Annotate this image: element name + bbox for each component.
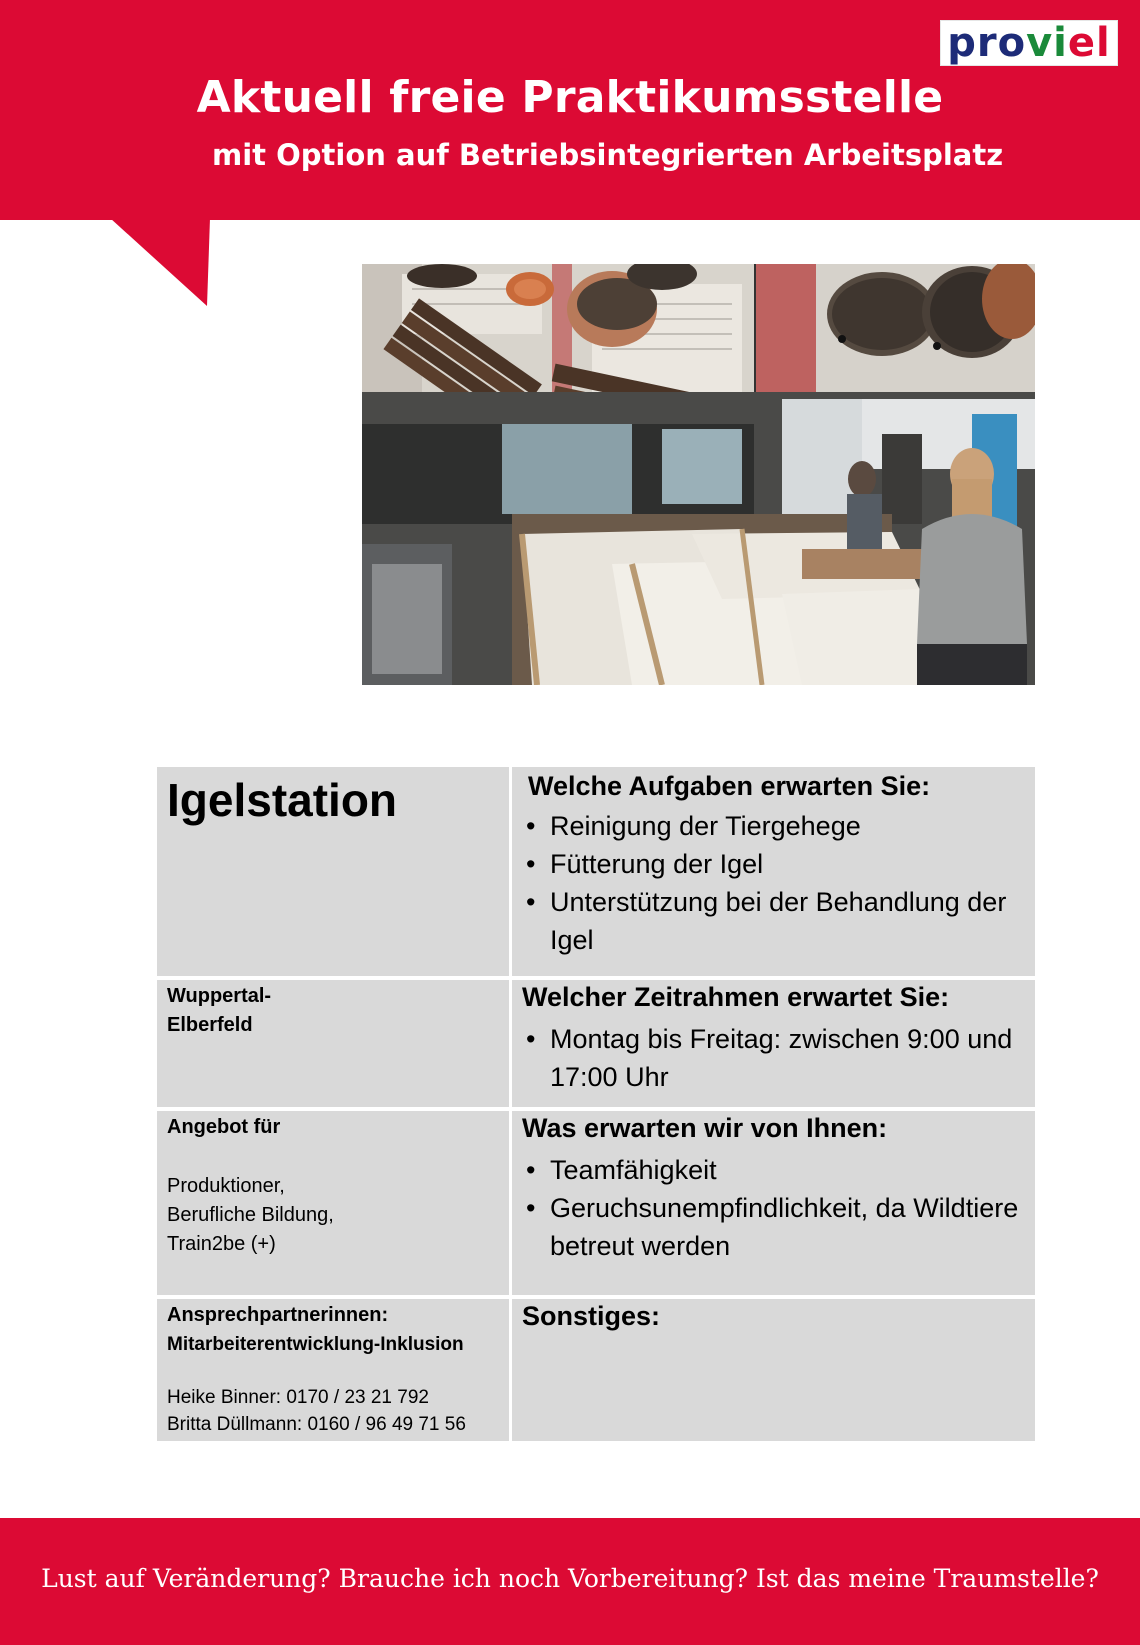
list-item: • Reinigung der Tiergehege: [522, 807, 1027, 845]
timeframe-list: [522, 1020, 1027, 1096]
offer-line2: Berufliche Bildung,: [167, 1204, 334, 1226]
misc-cell: [512, 1299, 1035, 1441]
speech-bubble-tail: [110, 218, 210, 308]
offer-line1: Produktioner,: [167, 1175, 285, 1197]
list-item: • Unterstützung bei der Behandlung der Igel: [522, 883, 1027, 959]
expectations-cell: [512, 1111, 1035, 1295]
list-item: • Fütterung der Igel: [522, 845, 1027, 883]
list-item: • Teamfähigkeit: [522, 1151, 1027, 1189]
list-item: • Montag bis Freitag: zwischen 9:00 und 17:00 Uhr: [522, 1020, 1027, 1096]
logo-part-pro: pro: [947, 20, 1027, 66]
offer-cell: [157, 1111, 509, 1295]
offer-heading: Angebot für: [167, 1116, 281, 1138]
footer-banner: [0, 1518, 1140, 1645]
contact-person-1: Heike Binner: 0170 / 23 21 792: [167, 1387, 429, 1408]
expectations-list: [522, 1151, 1027, 1265]
hedgehog-station-photo: [362, 264, 1035, 685]
photo-collage-image: [362, 264, 1035, 685]
timeframe-heading: Welcher Zeitrahmen erwartet Sie:: [522, 982, 950, 1012]
location-line2: Elberfeld: [167, 1014, 253, 1036]
header-banner: [0, 0, 1140, 220]
timeframe-cell: [512, 980, 1035, 1107]
info-table: [157, 767, 1035, 1441]
expectations-heading: Was erwarten wir von Ihnen:: [522, 1113, 888, 1143]
location-line1: Wuppertal-: [167, 985, 272, 1007]
footer-text: Lust auf Veränderung? Brauche ich noch Vorbereitung? Ist das meine Traumstelle?: [41, 1564, 1099, 1593]
misc-heading: Sonstiges:: [522, 1301, 661, 1331]
list-item: • Geruchsunempfindlichkeit, da Wildtiere betreut werden: [522, 1189, 1027, 1265]
contacts-cell: [157, 1299, 509, 1441]
page-subtitle: mit Option auf Betriebsintegrierten Arbeitsplatz: [212, 138, 1004, 172]
tasks-cell: [512, 767, 1035, 976]
logo-part-vi: vi: [1026, 20, 1068, 66]
contacts-subheading: Mitarbeiterentwicklung-Inklusion: [167, 1334, 464, 1355]
contact-person-2: Britta Düllmann: 0160 / 96 49 71 56: [167, 1414, 466, 1435]
page-title: Aktuell freie Praktikumsstelle: [196, 72, 944, 123]
proviel-logo: [940, 20, 1118, 66]
tasks-heading: Welche Aufgaben erwarten Sie:: [528, 771, 931, 801]
offer-line3: Train2be (+): [167, 1233, 276, 1255]
station-name: Igelstation: [167, 774, 398, 826]
station-name-cell: [157, 767, 509, 976]
tasks-list: [522, 807, 1027, 959]
logo-part-el: el: [1067, 20, 1111, 66]
contacts-heading: Ansprechpartnerinnen:: [167, 1304, 389, 1326]
location-cell: [157, 980, 509, 1107]
